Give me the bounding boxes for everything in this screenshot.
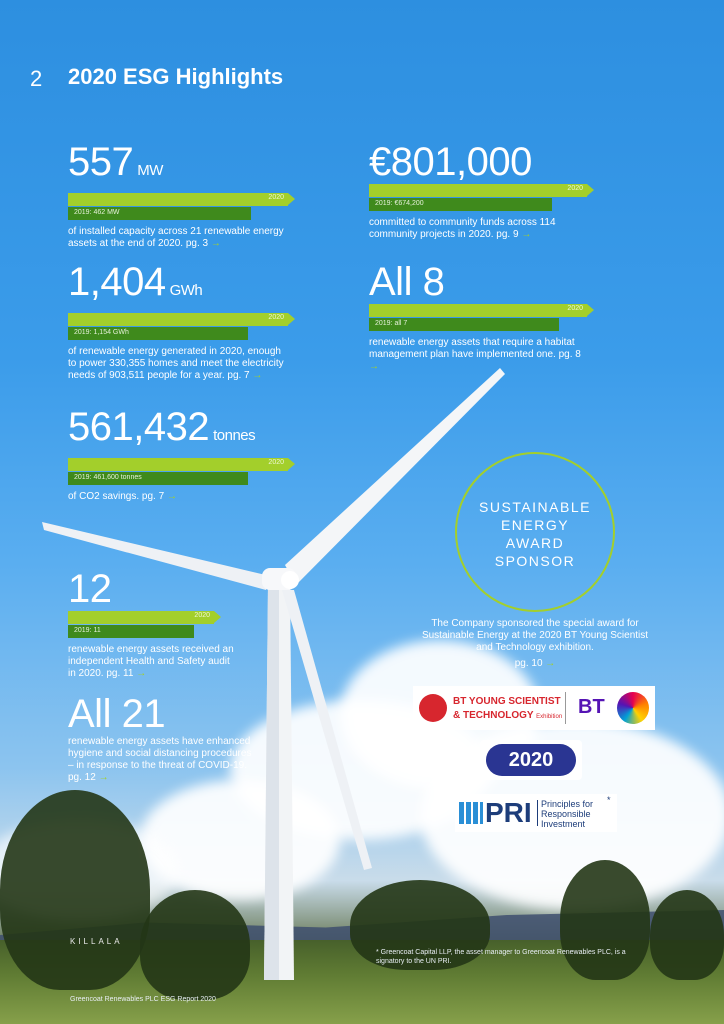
pri-grid-icon [459, 802, 483, 824]
location-label: KILLALA [70, 937, 123, 946]
bar-previous: 2019: 462 MW [68, 207, 251, 220]
arrow-right-icon[interactable]: → [98, 772, 109, 783]
arrow-right-icon[interactable]: → [521, 229, 532, 240]
turbine-tower-shade [264, 585, 279, 980]
stat-value: 1,404 GWh [68, 260, 203, 304]
stat-description: of installed capacity across 21 renewable energy assets at the end of 2020. pg. 3 → [68, 226, 284, 249]
stat-description: committed to community funds across 114 community projects in 2020. pg. 9 → [369, 217, 556, 240]
arrow-right-icon[interactable]: → [369, 361, 379, 372]
footer-text: Greencoat Renewables PLC ESG Report 2020 [70, 996, 216, 1003]
award-title: SUSTAINABLE ENERGY AWARD SPONSOR [479, 499, 591, 569]
award-description: The Company sponsored the special award for Sustainable Energy at the 2020 BT Young Scientist and Technology exhibition. pg. 10 → [421, 618, 649, 669]
stat-installed-capacity [68, 140, 288, 250]
bar-previous: 2019: 11 [68, 625, 194, 638]
bar-previous: 2019: 1,154 GWh [68, 327, 248, 340]
arrow-right-icon[interactable]: → [136, 668, 147, 679]
stat-value: All 21 [68, 692, 166, 736]
page-title: 2020 ESG Highlights [68, 64, 284, 89]
stat-description: renewable energy assets that require a habitat management plan have implemented one. pg. 8 → [369, 337, 581, 372]
stat-value: 557 MW [68, 140, 163, 184]
footnote: * Greencoat Capital LLP, the asset manager to Greencoat Renewables PLC, is a signatory to the UN PRI. [376, 949, 626, 965]
bt-globe-icon [617, 692, 649, 724]
bar-current: 2020 [68, 313, 288, 326]
bar-current: 2020 [68, 193, 288, 206]
stat-value: €801,000 [369, 140, 532, 184]
bar-current: 2020 [68, 611, 214, 624]
bar-previous: 2019: 461,600 tonnes [68, 472, 248, 485]
stat-covid-procedures [68, 692, 258, 784]
turbine-hub [281, 571, 299, 589]
stat-description: of renewable energy generated in 2020, enough to power 330,355 homes and meet the electricity needs of 903,511 people for a year. pg. 7 → [68, 346, 284, 381]
stat-energy-generated [68, 260, 288, 382]
bar-current: 2020 [68, 458, 288, 471]
arrow-right-icon[interactable]: → [252, 370, 263, 381]
stat-habitat-plans [369, 260, 587, 373]
year-2020-logo: 2020 [480, 740, 582, 780]
bt-young-scientist-mark-icon [419, 694, 447, 722]
bar-previous: 2019: all 7 [369, 318, 559, 331]
stat-community-funds [369, 140, 587, 241]
stat-value: 561,432 tonnes [68, 405, 256, 449]
turbine-blade [282, 590, 372, 870]
arrow-right-icon[interactable]: → [545, 658, 556, 669]
stat-value: All 8 [369, 260, 445, 304]
stat-health-safety-audits [68, 567, 234, 680]
stat-description: renewable energy assets received an independent Health and Safety audit in 2020. pg. 11 → [68, 644, 234, 679]
stat-description: renewable energy assets have enhanced hygiene and social distancing procedures – in response to the threat of COVID-19. pg. 12 → [68, 736, 252, 783]
bar-current: 2020 [369, 184, 587, 197]
pri-logo: PRI Principles for Responsible Investment * [455, 794, 617, 832]
stat-description: of CO2 savings. pg. 7 → [68, 491, 177, 502]
bt-young-scientist-logo: BT YOUNG SCIENTIST & TECHNOLOGY Exhibition BT [413, 686, 655, 730]
stat-co2-savings [68, 405, 288, 503]
bar-current: 2020 [369, 304, 587, 317]
arrow-right-icon[interactable]: → [210, 238, 221, 249]
arrow-right-icon[interactable]: → [166, 491, 177, 502]
page-number: 2 [30, 66, 43, 91]
bar-previous: 2019: €674,200 [369, 198, 552, 211]
stat-value: 12 [68, 567, 112, 611]
